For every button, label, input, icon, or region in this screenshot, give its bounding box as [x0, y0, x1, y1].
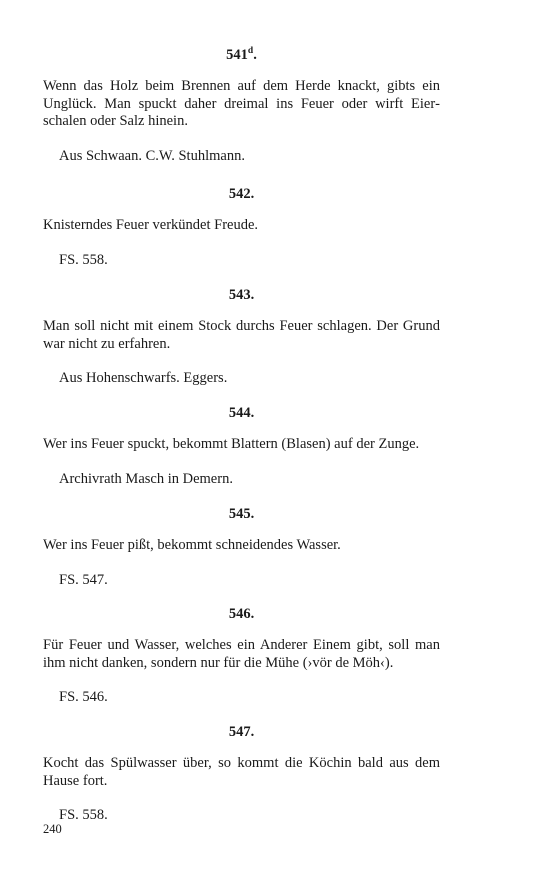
entry-number: 544. [228, 405, 255, 421]
document-page [43, 0, 440, 880]
entry-number: 542. [228, 186, 255, 202]
entry-number: 546. [228, 606, 255, 622]
entry-number: 547. [228, 724, 255, 740]
entry-text: Wer ins Feuer spuckt, bekommt Blattern (Blasen) auf der Zunge. [43, 436, 420, 452]
entry-546 [43, 605, 440, 707]
entry-number: 541$^d$. [226, 46, 257, 63]
entry-545 [43, 505, 440, 589]
entry-source: FS. 547. [59, 571, 108, 588]
entry-source: Aus Schwaan. C.W. Stuhlmann. [59, 147, 245, 164]
entry-541d [43, 46, 440, 165]
entry-544 [43, 404, 440, 488]
entry-number-superscript: d [247, 46, 254, 56]
entry-text: Wer ins Feuer pißt, bekommt schneidendes Wasser. [43, 537, 341, 553]
entry-source: Aus Hohenschwarfs. Eggers. [59, 370, 228, 386]
entry-number: 545. [228, 506, 255, 522]
entry-number: 543. [228, 287, 255, 303]
page-number: 240 [43, 822, 62, 836]
entry-text: Man soll nicht mit einem Stock durchs Feuer schlagen. Der Grund war nicht zu erfahren. [43, 318, 440, 352]
entry-text: Wenn das Holz beim Brennen auf dem Herde knackt, gibts ein Unglück. Man spuckt daher dreimal ins Feuer oder wirft Eierschalen oder Salz hinein. [43, 78, 440, 129]
entry-text: Für Feuer und Wasser, welches ein Anderer Einem gibt, soll man ihm nicht danken, sondern nur für die Mühe (›vör de Möh‹). [43, 637, 440, 671]
entry-source: FS. 558. [59, 807, 108, 823]
entry-543 [43, 286, 440, 388]
entry-source: Archivrath Masch in Demern. [59, 470, 233, 487]
entry-source: FS. 558. [59, 251, 108, 268]
entry-text: Knisterndes Feuer verkündet Freude. [43, 217, 259, 233]
entry-source: FS. 546. [59, 689, 108, 705]
entry-text: Kocht das Spülwasser über, so kommt die Köchin bald aus dem Hause fort. [43, 755, 440, 789]
entry-547 [43, 723, 440, 825]
entry-542 [43, 185, 440, 269]
